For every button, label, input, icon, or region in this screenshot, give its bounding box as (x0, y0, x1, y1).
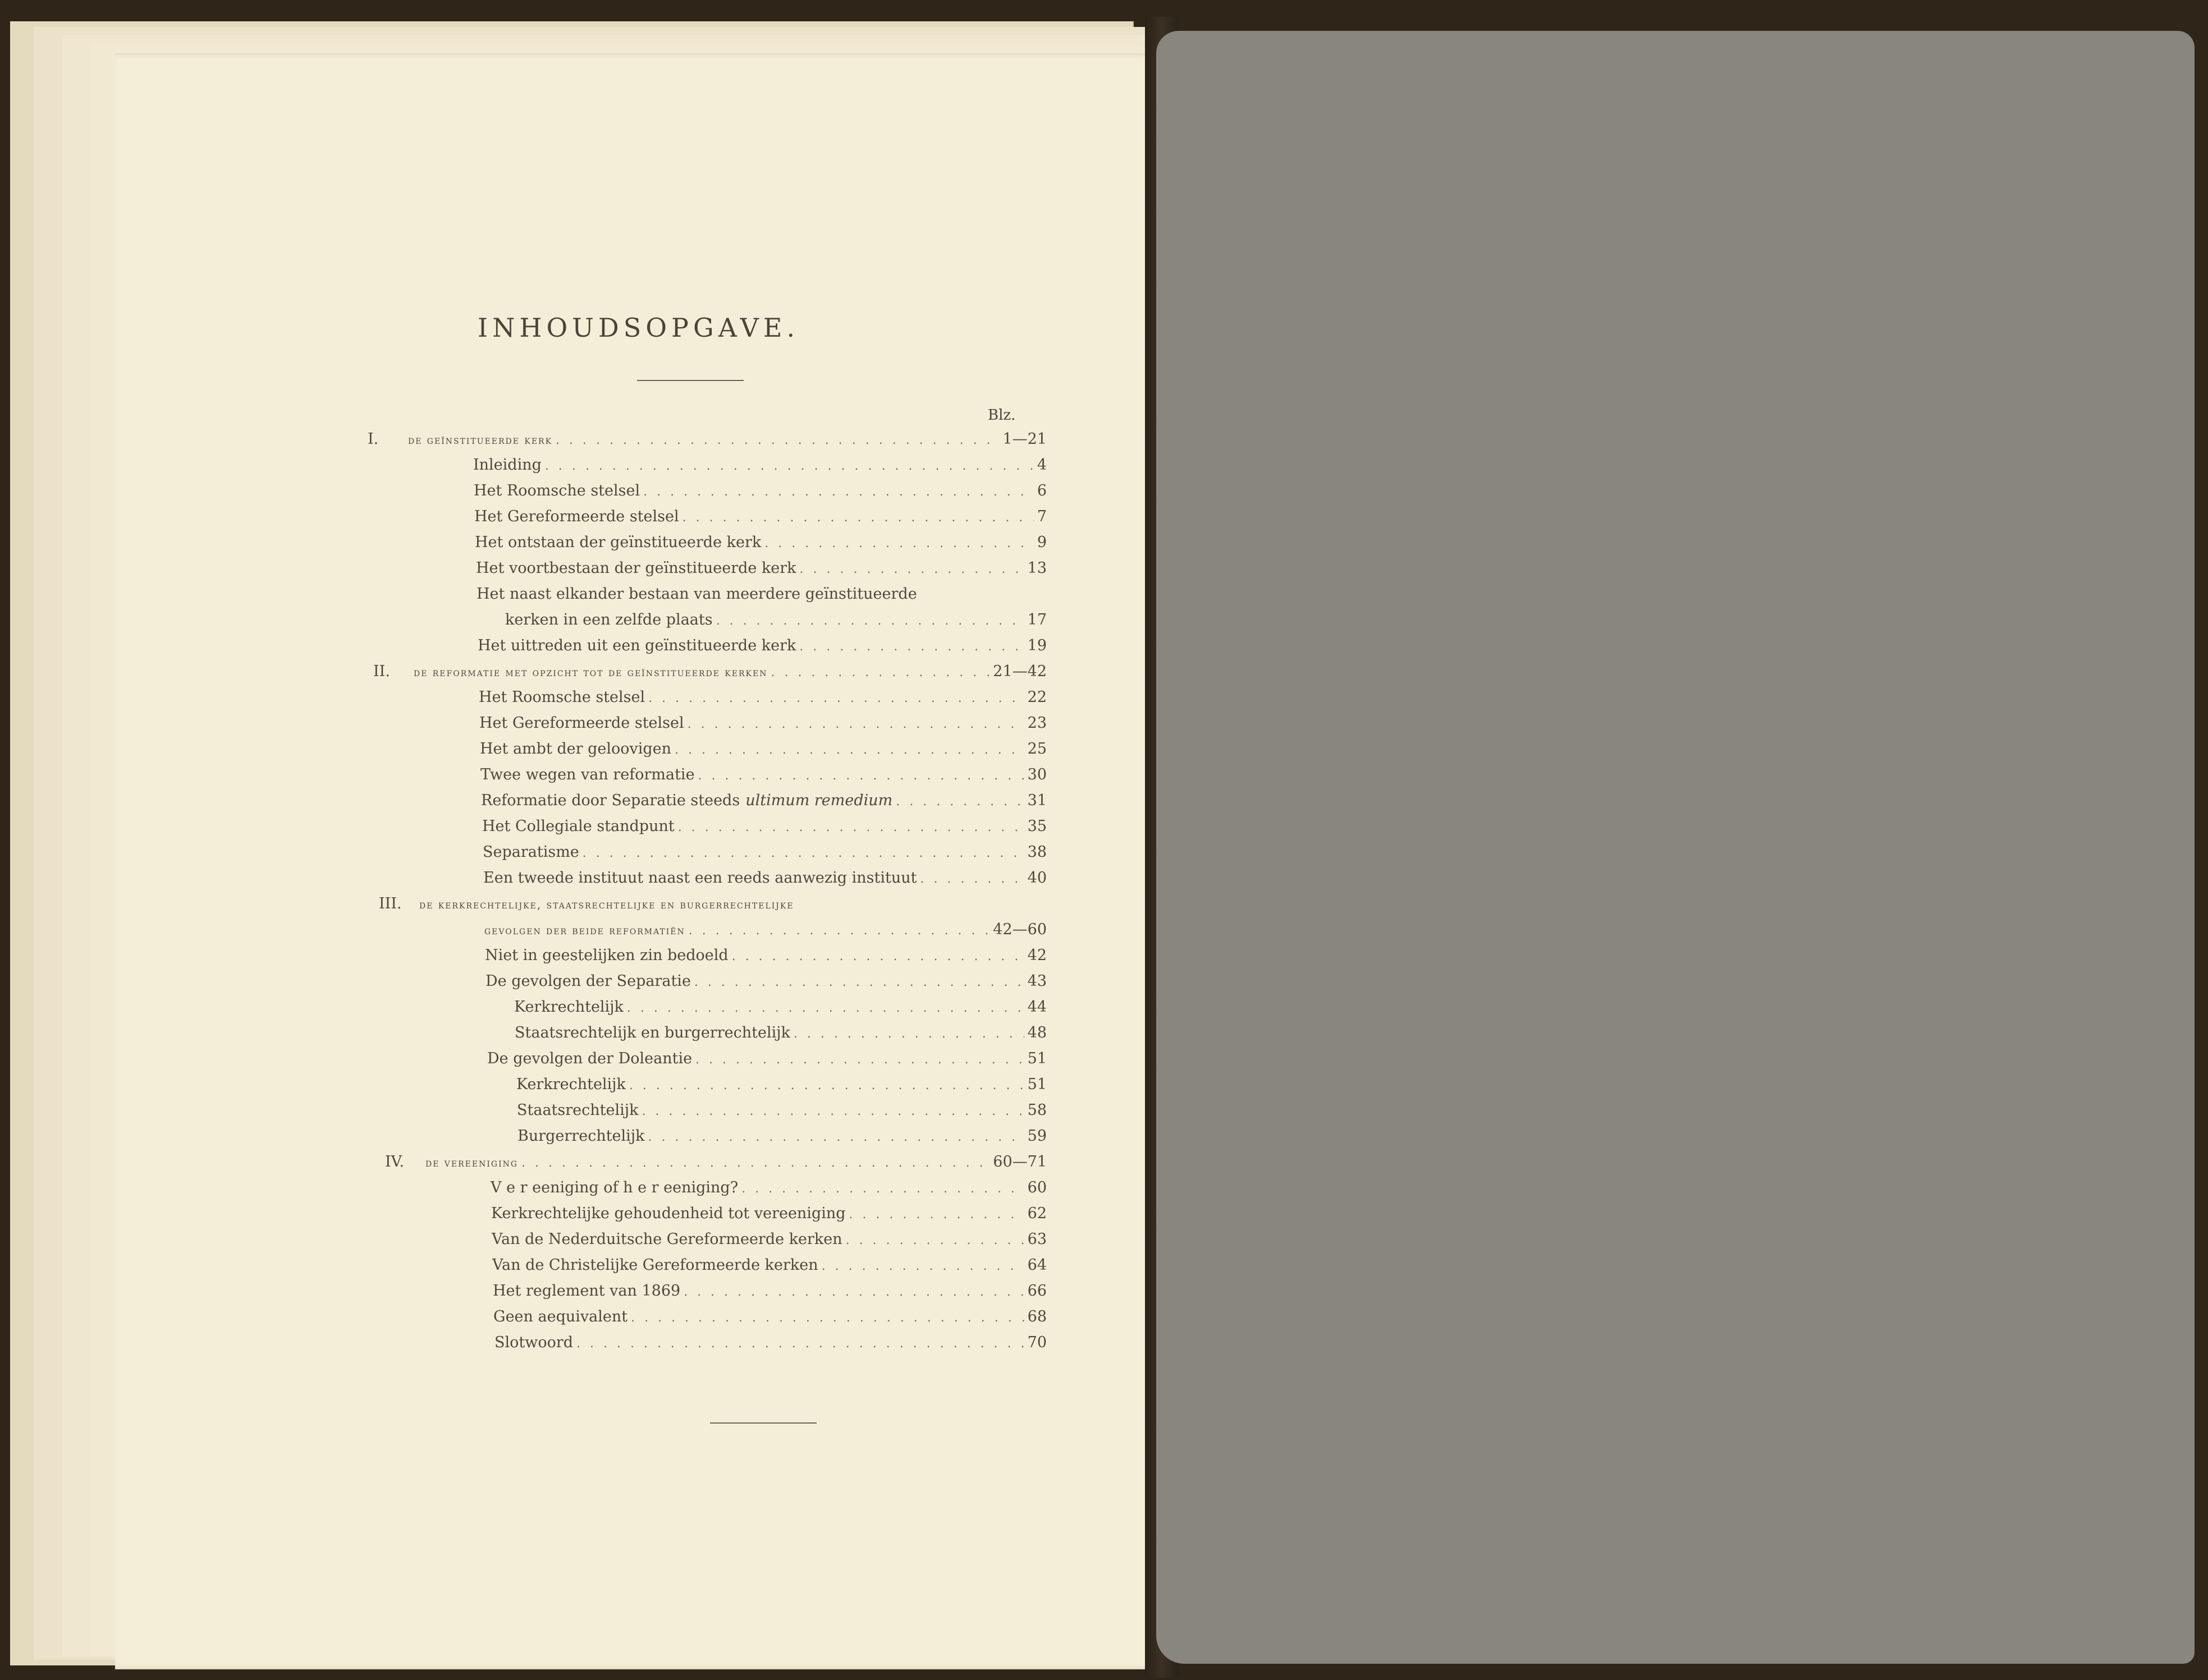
toc-entry-page: 22 (1027, 688, 1047, 706)
toc-entry-page: 13 (1027, 559, 1047, 577)
toc-entry-italic: ultimum remedium (745, 792, 893, 809)
toc-entry (479, 688, 1047, 711)
toc-entry-page: 38 (1027, 843, 1047, 861)
toc-entry-title: de reformatie met opzicht tot de geïnstitueerde kerken (414, 665, 768, 679)
toc-entry-page: 64 (1027, 1256, 1047, 1274)
toc-entry-page: 60—71 (993, 1153, 1047, 1171)
toc-entry (477, 585, 1047, 608)
toc-entry (480, 766, 1047, 788)
toc-leader-dots (521, 1156, 990, 1170)
toc-entry-page: 60 (1027, 1179, 1047, 1196)
toc-entry-title: De gevolgen der Separatie (485, 972, 691, 990)
toc-entry-page: 25 (1027, 740, 1047, 758)
toc-entry (505, 611, 1047, 634)
toc-entry-title: Het reglement van 1869 (493, 1282, 681, 1300)
toc-entry-title: Slotwoord (494, 1334, 574, 1351)
toc-entry (515, 1024, 1047, 1046)
toc-entry (482, 818, 1047, 840)
table-of-contents (115, 53, 1162, 1669)
toc-leader-dots (794, 1027, 1024, 1041)
toc-entry-page: 51 (1027, 1050, 1047, 1067)
toc-leader-dots (648, 691, 1024, 705)
toc-entry (493, 1282, 1047, 1305)
toc-entry-title: Reformatie door Separatie steeds (481, 792, 740, 809)
toc-entry-title: de kerkrechtelijke, staatsrechtelijke en burgerrechtelijke (419, 898, 794, 911)
toc-leader-dots (545, 459, 1034, 473)
toc-entry (517, 1127, 1047, 1150)
toc-entry-page: 68 (1027, 1308, 1047, 1325)
toc-entry-page: 23 (1027, 714, 1047, 732)
toc-entry-number: II. (373, 663, 390, 680)
toc-leader-dots (920, 872, 1024, 886)
toc-entry-title: Van de Christelijke Gereformeerde kerken (492, 1256, 818, 1274)
toc-leader-dots (682, 511, 1034, 525)
toc-leader-dots (576, 1337, 1024, 1351)
toc-entry-page: 51 (1027, 1076, 1047, 1093)
toc-entry (385, 1153, 1047, 1176)
toc-entry-number: III. (379, 895, 402, 912)
left-page (115, 53, 1162, 1669)
toc-entry-page: 44 (1027, 998, 1047, 1016)
toc-entry-title: Twee wegen van reformatie (480, 766, 695, 783)
toc-entry (514, 998, 1047, 1021)
toc-entry-number: I. (368, 430, 379, 448)
toc-entry-page: 66 (1027, 1282, 1047, 1300)
toc-entry-title: de vereeniging (425, 1156, 519, 1169)
toc-entry-page: 42—60 (993, 921, 1047, 938)
toc-entry (492, 1231, 1047, 1253)
toc-entry-title: de geïnstitueerde kerk (408, 433, 553, 447)
toc-entry (379, 895, 1047, 917)
toc-entry-title: Het naast elkander bestaan van meerdere geïnstitueerde (477, 585, 917, 603)
toc-entry-title: gevolgen der beide reformatiën (484, 924, 685, 937)
toc-entry (483, 869, 1047, 892)
toc-leader-dots (822, 1259, 1024, 1273)
toc-leader-dots (694, 975, 1024, 989)
toc-entry-title: Het ontstaan der geïnstitueerde kerk (475, 534, 762, 551)
toc-entry (516, 1076, 1047, 1098)
toc-leader-dots (732, 949, 1024, 963)
toc-entry (476, 559, 1047, 582)
toc-entry (493, 1308, 1047, 1330)
toc-entry-title: Een tweede instituut naast een reeds aanwezig instituut (483, 869, 917, 887)
toc-entry-title: Niet in geestelijken zin bedoeld (485, 947, 729, 964)
toc-entry-title: Het Roomsche stelsel (474, 482, 640, 499)
toc-leader-dots (583, 846, 1024, 860)
toc-entry-title: Burgerrechtelijk (517, 1127, 645, 1145)
toc-entry (479, 714, 1047, 737)
toc-leader-dots (695, 1053, 1024, 1067)
toc-leader-dots (627, 1001, 1024, 1015)
toc-entry-page: 63 (1027, 1231, 1047, 1248)
toc-entry-page: 58 (1027, 1101, 1047, 1119)
toc-leader-dots (688, 717, 1024, 731)
toc-entry-title: De gevolgen der Doleantie (487, 1050, 693, 1067)
toc-entry (373, 663, 1047, 685)
toc-entry-title: Kerkrechtelijke gehoudenheid tot vereeniging (491, 1205, 846, 1222)
toc-leader-dots (896, 795, 1024, 809)
toc-entry (492, 1256, 1047, 1279)
toc-entry-page: 7 (1037, 508, 1047, 525)
toc-entry-title: Het Gereformeerde stelsel (474, 508, 679, 525)
toc-entry-title: Kerkrechtelijk (514, 998, 624, 1016)
toc-entry (517, 1101, 1047, 1124)
toc-entry-title: Het ambt der geloovigen (480, 740, 672, 758)
toc-leader-dots (849, 1208, 1024, 1222)
toc-entry-title: Kerkrechtelijk (516, 1076, 626, 1093)
toc-leader-dots (675, 743, 1024, 757)
toc-entry-page: 1—21 (1002, 430, 1047, 448)
toc-entry-title: V e r eeniging of h e r eeniging? (491, 1179, 739, 1196)
toc-leader-dots (800, 562, 1024, 576)
toc-entry-title: Separatisme (483, 843, 579, 861)
toc-entry-title: Het Roomsche stelsel (479, 688, 645, 706)
toc-entry-page: 48 (1027, 1024, 1047, 1041)
toc-entry-page: 31 (1027, 792, 1047, 809)
toc-entry-page: 19 (1027, 637, 1047, 654)
toc-entry-title: Staatsrechtelijk (517, 1101, 639, 1119)
toc-leader-dots (642, 1104, 1024, 1118)
toc-leader-dots (678, 820, 1024, 834)
toc-entry-title: Het uittreden uit een geïnstitueerde kerk (478, 637, 796, 654)
toc-entry-page: 4 (1037, 456, 1047, 474)
toc-entry-page: 59 (1027, 1127, 1047, 1145)
toc-entry-page: 35 (1027, 818, 1047, 835)
toc-entry-title: Staatsrechtelijk en burgerrechtelijk (515, 1024, 790, 1041)
toc-entry (473, 456, 1047, 479)
toc-entry-page: 43 (1027, 972, 1047, 990)
toc-entry (474, 508, 1047, 530)
toc-entry-page: 30 (1027, 766, 1047, 783)
toc-entry-page: 42 (1027, 947, 1047, 964)
toc-leader-dots (689, 924, 990, 938)
toc-entry (481, 792, 1047, 814)
toc-entry (491, 1205, 1047, 1227)
toc-entry-title: Het Gereformeerde stelsel (479, 714, 684, 732)
toc-leader-dots (846, 1233, 1024, 1247)
toc-entry (487, 1050, 1047, 1072)
toc-entry (485, 972, 1047, 995)
toc-leader-dots (716, 614, 1024, 628)
toc-entry-page: 9 (1037, 534, 1047, 551)
toc-entry (483, 843, 1047, 866)
toc-entry-page: 17 (1027, 611, 1047, 628)
right-blank-page (1156, 31, 2195, 1664)
toc-entry (485, 947, 1047, 969)
toc-entry-page: 40 (1027, 869, 1047, 887)
toc-leader-dots (631, 1311, 1024, 1325)
toc-entry-title: Het Collegiale standpunt (482, 818, 675, 835)
toc-entry (491, 1179, 1047, 1201)
toc-leader-dots (648, 1130, 1024, 1144)
toc-entry (475, 534, 1047, 556)
toc-leader-dots (698, 769, 1024, 783)
toc-leader-dots (629, 1078, 1024, 1093)
toc-entry-page: 62 (1027, 1205, 1047, 1222)
toc-entry-page: 21—42 (993, 663, 1047, 680)
toc-entry-title: Geen aequivalent (493, 1308, 628, 1325)
toc-entry (480, 740, 1047, 763)
toc-leader-dots (556, 433, 999, 447)
toc-leader-dots (771, 665, 990, 680)
toc-entry-title: Het voortbestaan der geïnstitueerde kerk (476, 559, 796, 577)
page-column-header: Blz. (988, 407, 1016, 424)
toc-leader-dots (643, 485, 1034, 499)
toc-entry-page: 70 (1027, 1334, 1047, 1351)
page-title: INHOUDSOPGAVE. (477, 313, 800, 343)
toc-entry (494, 1334, 1047, 1356)
toc-leader-dots (799, 640, 1024, 654)
toc-entry-title: Inleiding (473, 456, 542, 474)
end-divider (710, 1422, 817, 1424)
toc-entry-title: Van de Nederduitsche Gereformeerde kerken (492, 1231, 842, 1248)
toc-leader-dots (764, 536, 1034, 550)
toc-entry-title: kerken in een zelfde plaats (505, 611, 713, 628)
toc-entry-number: IV. (385, 1153, 405, 1171)
toc-leader-dots (741, 1182, 1024, 1196)
toc-entry (474, 482, 1047, 504)
toc-entry (444, 921, 1047, 943)
toc-entry (368, 430, 1047, 453)
toc-leader-dots (684, 1285, 1024, 1299)
toc-entry-page: 6 (1037, 482, 1047, 499)
toc-entry (478, 637, 1047, 659)
